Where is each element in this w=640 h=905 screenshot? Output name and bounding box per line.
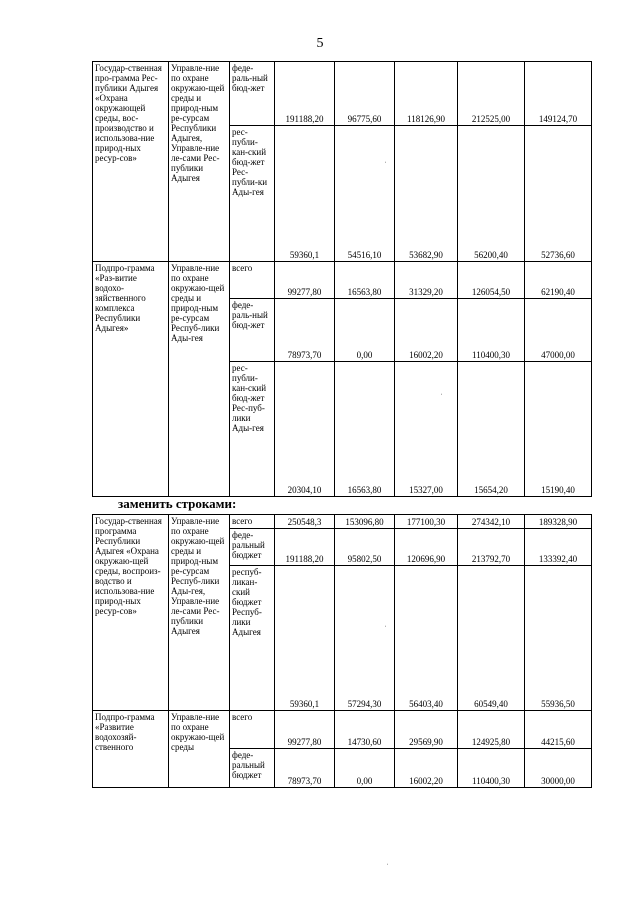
value-cell: 59360,1 (275, 566, 335, 711)
value-cell: 57294,30 (335, 566, 395, 711)
value-cell: 16002,20 (395, 299, 458, 362)
value-cell: 149124,70 (525, 62, 592, 126)
value-cell: 110400,30 (458, 299, 525, 362)
value-cell: 120696,90 (395, 529, 458, 566)
value-cell: 0,00 (335, 299, 395, 362)
funding-source-cell: респуб-ликан-ский бюджет Респуб-лики Адыгея (230, 566, 275, 711)
value-cell: 44215,60 (525, 711, 592, 749)
value-cell: 16002,20 (395, 749, 458, 788)
value-cell: 99277,80 (275, 262, 335, 299)
value-cell: 20304,10 (275, 362, 335, 497)
funding-source-cell: всего (230, 262, 275, 299)
value-cell: 213792,70 (458, 529, 525, 566)
funding-source-cell: рес-публи-кан-ский бюд-жет Рес-пуб-лики Ады-гея (230, 362, 275, 497)
value-cell: 31329,20 (395, 262, 458, 299)
funding-source-cell: феде-раль-ный бюд-жет (230, 299, 275, 362)
value-cell: 78973,70 (275, 749, 335, 788)
table-row (93, 515, 592, 529)
value-cell: 53682,90 (395, 126, 458, 262)
value-cell: 56403,40 (395, 566, 458, 711)
value-cell: 30000,00 (525, 749, 592, 788)
value-cell: 15327,00 (395, 362, 458, 497)
scan-speck: ˌ (440, 386, 443, 395)
funding-source-cell: феде-ральный бюджет (230, 749, 275, 788)
value-cell: 52736,60 (525, 126, 592, 262)
value-cell: 110400,30 (458, 749, 525, 788)
funding-source-cell: всего (230, 711, 275, 749)
subprogram-name-cell: Подпро-грамма «Раз-витие водохо-зяйственного комплекса Республики Адыгея» (93, 262, 169, 497)
value-cell: 177100,30 (395, 515, 458, 529)
value-cell: 118126,90 (395, 62, 458, 126)
program-name-cell: Государ-ственная про-грамма Рес-публики Адыгея «Охрана окружающей среды, вос-производство и использова-ние природ-ных ресур-сов» (93, 62, 169, 262)
table-row (93, 62, 592, 126)
funding-source-cell: феде-раль-ный бюд-жет (230, 62, 275, 126)
program-name-cell: Государ-ственная программа Республики Адыгея «Охрана окружаю-щей среды, воспроиз-водство и использова-ние природ-ных ресур-сов» (93, 515, 169, 711)
value-cell: 29569,90 (395, 711, 458, 749)
budget-table-original (92, 61, 592, 497)
value-cell: 274342,10 (458, 515, 525, 529)
scan-speck: ˌ (384, 154, 387, 163)
value-cell: 16563,80 (335, 262, 395, 299)
page-number: 5 (316, 36, 324, 51)
value-cell: 60549,40 (458, 566, 525, 711)
funding-source-cell: рес-публи-кан-ский бюд-жет Рес-публи-ки Ады-гея (230, 126, 275, 262)
subprogram-name-cell: Подпро-грамма «Развитие водохозяй-ственного (93, 711, 169, 788)
value-cell: 133392,40 (525, 529, 592, 566)
value-cell: 212525,00 (458, 62, 525, 126)
value-cell: 15654,20 (458, 362, 525, 497)
value-cell: 124925,80 (458, 711, 525, 749)
table-row (93, 262, 592, 299)
value-cell: 0,00 (335, 749, 395, 788)
value-cell: 96775,60 (335, 62, 395, 126)
value-cell: 14730,60 (335, 711, 395, 749)
value-cell: 16563,80 (335, 362, 395, 497)
value-cell: 95802,50 (335, 529, 395, 566)
executor-cell: Управле-ние по охране окружаю-щей среды и природ-ным ре-сурсам Республики Адыгея, Управле-ние ле-сами Рес-публики Адыгея (169, 62, 230, 262)
value-cell: 126054,50 (458, 262, 525, 299)
value-cell: 54516,10 (335, 126, 395, 262)
executor-cell: Управле-ние по охране окружаю-щей среды и природ-ным ре-сурсам Респуб-лики Ады-гея (169, 262, 230, 497)
funding-source-cell: феде-ральный бюджет (230, 529, 275, 566)
funding-source-cell: всего (230, 515, 275, 529)
value-cell: 62190,40 (525, 262, 592, 299)
value-cell: 191188,20 (275, 529, 335, 566)
value-cell: 59360,1 (275, 126, 335, 262)
executor-cell: Управле-ние по охране окружаю-щей среды и природ-ным ре-сурсам Респуб-лики Ады-гея, Управле-ние ле-сами Рес-публики Адыгея (169, 515, 230, 711)
value-cell: 189328,90 (525, 515, 592, 529)
value-cell: 15190,40 (525, 362, 592, 497)
value-cell: 153096,80 (335, 515, 395, 529)
value-cell: 250548,3 (275, 515, 335, 529)
value-cell: 191188,20 (275, 62, 335, 126)
executor-cell: Управле-ние по охране окружаю-щей среды (169, 711, 230, 788)
replace-instruction: заменить строками: (118, 496, 237, 511)
scan-speck: ˌ (384, 618, 387, 627)
value-cell: 47000,00 (525, 299, 592, 362)
scan-speck: ˌ (386, 856, 389, 865)
value-cell: 78973,70 (275, 299, 335, 362)
value-cell: 56200,40 (458, 126, 525, 262)
value-cell: 99277,80 (275, 711, 335, 749)
table-row (93, 711, 592, 749)
budget-table-replacement (92, 514, 592, 788)
value-cell: 55936,50 (525, 566, 592, 711)
